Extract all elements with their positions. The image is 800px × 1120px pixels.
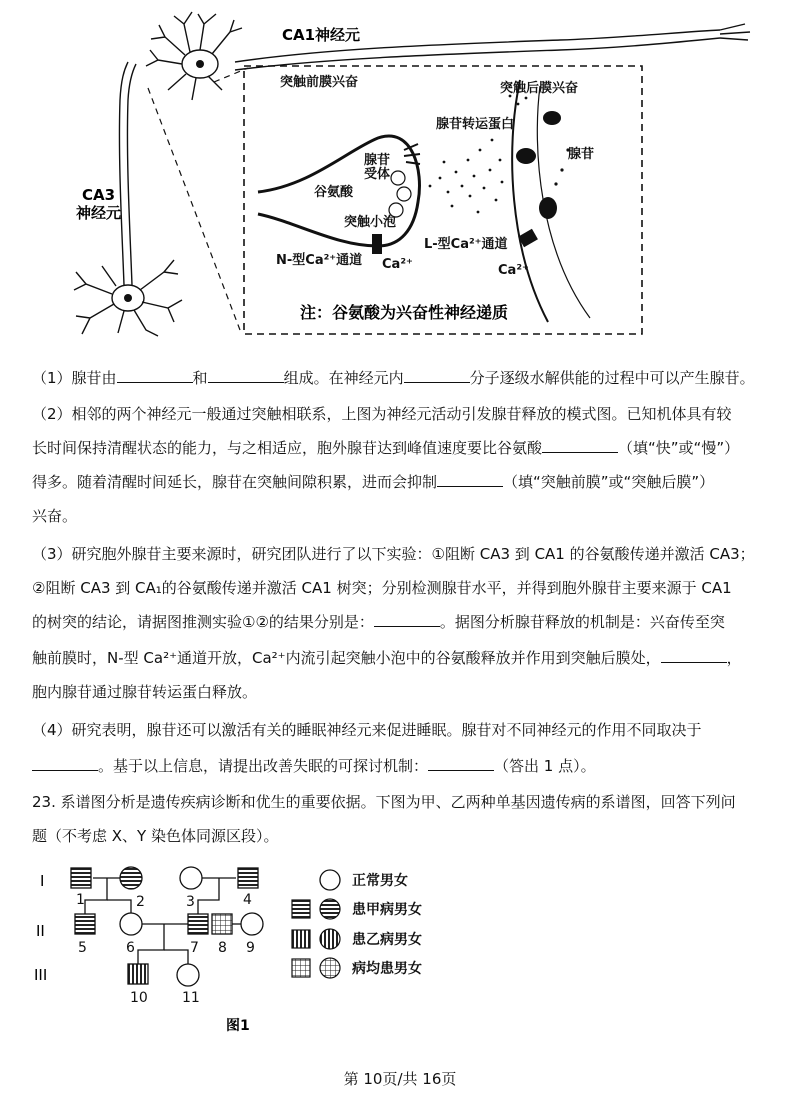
vesicles: [389, 171, 411, 217]
transporter-label: 腺苷转运蛋白: [436, 117, 515, 132]
answer-blank[interactable]: [32, 756, 98, 771]
n-type-channel: [372, 234, 382, 254]
q4-line-1: （4）研究表明，腺苷还可以激活有关的睡眠神经元来促进睡眠。腺苷对不同神经元的作用不同取决于: [32, 721, 702, 739]
q3-line-5: 胞内腺苷通过腺苷转运蛋白释放。: [32, 683, 258, 701]
q3-part-c: 触前膜时，N-型 Ca²⁺通道开放，Ca²⁺内流引起突触小泡中的谷氨酸释放并作用到突触后膜处，: [32, 649, 661, 667]
person-i3: [180, 867, 202, 889]
inset-box: [244, 66, 642, 334]
legend-b-male-icon: [292, 930, 310, 948]
gen-label-1: I: [40, 872, 45, 890]
id-9: 9: [246, 940, 255, 956]
answer-blank[interactable]: [374, 612, 440, 627]
answer-blank[interactable]: [404, 368, 470, 383]
legend-both-male-icon: [292, 959, 310, 977]
answer-blank[interactable]: [437, 472, 503, 487]
legend-normal: 正常男女: [352, 873, 408, 889]
n-channel-label: N-型Ca²⁺通道: [276, 253, 363, 268]
q4-part-b: （答出 1 点）。: [494, 757, 596, 775]
id-8: 8: [218, 940, 227, 956]
id-11: 11: [182, 990, 200, 1006]
receptor-label-1: 腺苷: [364, 153, 391, 168]
q3-line-3: [32, 612, 725, 632]
person-iii11: [177, 964, 199, 986]
answer-blank[interactable]: [208, 368, 284, 383]
q2-line-3: [32, 472, 714, 492]
legend-b-female-icon: [320, 929, 340, 949]
id-5: 5: [78, 940, 87, 956]
q3-part-b: 。据图分析腺苷释放的机制是：兴奋传至突: [439, 613, 725, 631]
ca3-nucleus: [124, 294, 132, 302]
l-channel-label: L-型Ca²⁺通道: [424, 237, 508, 252]
person-i2: [120, 867, 142, 889]
person-i1: [71, 868, 91, 888]
person-i4: [238, 868, 258, 888]
q23-line-1: 23. 系谱图分析是遗传疾病诊断和优生的重要依据。下图为甲、乙两种单基因遗传病的系谱图，回答下列问: [32, 793, 736, 811]
q3-line-4: [32, 648, 742, 668]
legend-normal-icon: [320, 870, 340, 890]
transporter-shape: [516, 148, 536, 164]
id-4: 4: [243, 892, 252, 908]
person-ii7: [188, 914, 208, 934]
answer-blank[interactable]: [542, 438, 618, 453]
person-iii10: [128, 964, 148, 984]
pedigree-chart: [0, 860, 800, 1060]
id-10: 10: [130, 990, 148, 1006]
q1-part-c: 组成。在神经元内: [283, 369, 404, 387]
id-6: 6: [126, 940, 135, 956]
ca3-label-1: CA3: [82, 186, 116, 204]
ca1-label: CA1神经元: [282, 26, 361, 44]
legend-both-female-icon: [320, 958, 340, 978]
q4-line-2: [32, 756, 596, 776]
q4-part-a: 。基于以上信息，请提出改善失眠的可探讨机制：: [98, 757, 429, 775]
glutamate-label: 谷氨酸: [314, 185, 354, 200]
adenosine-receptor: [404, 144, 420, 164]
ca3-label-2: 神经元: [76, 204, 122, 222]
ca1-neuron: [146, 12, 750, 100]
figure-caption: 图1: [226, 1018, 250, 1034]
gen-label-3: III: [34, 966, 48, 984]
ca1-nucleus: [196, 60, 204, 68]
legend-both: 病均患男女: [352, 961, 422, 977]
q2-part-b: （填“快”或“慢”）: [618, 439, 740, 457]
post-excite-label: 突触后膜兴奋: [500, 81, 579, 96]
person-ii8: [212, 914, 232, 934]
q1-part-d: 分子逐级水解供能的过程中可以产生腺苷。: [469, 369, 755, 387]
legend-a-female-icon: [320, 899, 340, 919]
q2-part-a: 长时间保持清醒状态的能力，与之相适应，胞外腺苷达到峰值速度要比谷氨酸: [32, 439, 543, 457]
diagram-note: 注：谷氨酸为兴奋性神经递质: [300, 303, 509, 322]
q1-part-b: 和: [192, 369, 208, 387]
page-footer: 第 10页/共 16页: [343, 1070, 457, 1088]
ca-left-label: Ca²⁺: [382, 257, 413, 272]
id-1: 1: [76, 892, 85, 908]
adenosine-label: 腺苷: [568, 147, 595, 162]
person-ii5: [75, 914, 95, 934]
post-receptor: [543, 111, 561, 125]
vesicle-label: 突触小泡: [344, 215, 397, 230]
q3-part-d: ，: [726, 649, 742, 667]
q3-line-1: （3）研究胞外腺苷主要来源时，研究团队进行了以下实验：①阻断 CA3 到 CA1 的谷氨酸传递并激活 CA3；: [32, 545, 755, 563]
id-7: 7: [190, 940, 199, 956]
legend-disease-b: 患乙病男女: [352, 932, 422, 948]
zoom-lines: [148, 68, 248, 330]
id-3: 3: [186, 894, 195, 910]
q2-line-1: （2）相邻的两个神经元一般通过突触相联系，上图为神经元活动引发腺苷释放的模式图。已知机体具有较: [32, 405, 732, 423]
person-ii9: [241, 913, 263, 935]
answer-blank[interactable]: [428, 756, 494, 771]
pre-excite-label: 突触前膜兴奋: [280, 75, 359, 90]
gen-label-2: II: [36, 922, 45, 940]
q1-part-a: （1）腺苷由: [32, 369, 117, 387]
receptor-label-2: 受体: [364, 167, 391, 182]
post-organelle: [539, 197, 557, 219]
q2-part-c: 得多。随着清醒时间延长，腺苷在突触间隙积累，进而会抑制: [32, 473, 438, 491]
person-ii6: [120, 913, 142, 935]
q2-line-4: 兴奋。: [32, 507, 78, 525]
id-2: 2: [136, 894, 145, 910]
answer-blank[interactable]: [661, 648, 727, 663]
answer-blank[interactable]: [117, 368, 193, 383]
q3-line-2: ②阻断 CA3 到 CA₁的谷氨酸传递并激活 CA1 树突；分别检测腺苷水平，并得到胞外腺苷主要来源于 CA1: [32, 579, 732, 597]
q3-part-a: 的树突的结论，请据图推测实验①②的结果分别是：: [32, 613, 374, 631]
q23-line-2: 题（不考虑 X、Y 染色体同源区段）。: [32, 827, 279, 845]
ca-right-label: Ca²⁺: [498, 263, 529, 278]
synapse-diagram: [0, 0, 800, 360]
q1-line: [32, 368, 755, 388]
q2-part-d: （填“突触前膜”或“突触后膜”）: [503, 473, 715, 491]
legend-a-male-icon: [292, 900, 310, 918]
q2-line-2: [32, 438, 739, 458]
legend-disease-a: 患甲病男女: [352, 902, 422, 918]
